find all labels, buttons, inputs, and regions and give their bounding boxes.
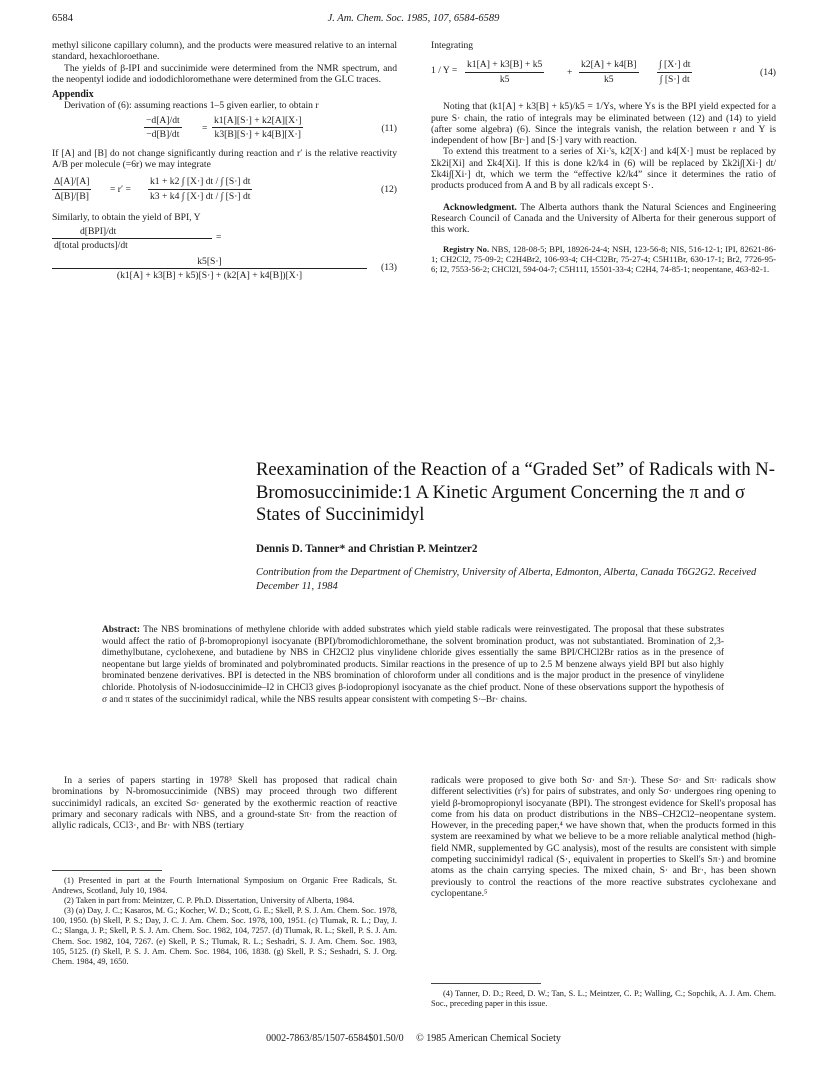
abstract-label: Abstract: [102, 625, 141, 635]
eq14-term3-denominator: ∫ [S·] dt [659, 73, 690, 85]
eq13-number: (13) [381, 261, 397, 273]
eq12-middle: = r′ = [110, 184, 131, 196]
after-eq11-text: If [A] and [B] do not change significantly during reaction and r′ is the relative reactivity A/B per molecule (=6r) we may integrate [52, 147, 397, 171]
eq11-rhs-denominator: k3[B][S·] + k4[B][X·] [214, 129, 301, 141]
eq14-lhs: 1 / Y = [431, 65, 458, 77]
eq13-lhs-numerator: d[BPI]/dt [52, 226, 212, 239]
footnote-1: (1) Presented in part at the Fourth International Symposium on Organic Free Radicals, St. Andrews, Scotland, July 10, 1984. [52, 876, 397, 896]
equation-13: d[BPI]/dt d[total products]/dt = $\frac{k5[S\cdot]}{(k1[A] + k3[B] + k5)[S\cdot] + (k2[A] + k4[B])[X\cdot]}$ (13) [54, 225, 397, 281]
eq13-rhs-denominator: (k1[A] + k3[B] + k5)[S·] + (k2[A] + k4[B])[X·] [116, 269, 303, 281]
eq12-rhs-denominator: k3 + k4 ∫ [X·] dt / ∫ [S·] dt [150, 190, 251, 202]
footnote-2: (2) Taken in part from: Meintzer, C. P. Ph.D. Dissertation, University of Alberta, 1984. [64, 896, 355, 906]
footnote-3: (3) (a) Day, J. C.; Kasaros, M. G.; Kocher, W. D.; Scott, G. E.; Skell, P. S. J. Am. Chem. Soc. 1978, 100, 1950. (b) Skell, P. S.; Day, J. C. J. Am. Chem. Soc. 1978, 100, 1951. (c) Tlumak, R. L.; Day, J. C.; Slanga, J. P.; Skell, P. S. J. Am. Chem. Soc. 1982, 104, 7257. (d) Tlumak, R. L.; Skell, P. S. J. Am. Chem. Soc. 1982, 104, 7267. (e) Skell, P. S.; Tlumak, R. L.; Seshadri, S. J. Am. Chem. Soc. 1983, 105, 5125. (f) Skell, P. S. J. Am. Chem. Soc. 1984, 106, 1838. (g) Skell, P. S.; Seshadri, S. J. Org. Chem. 1984, 49, 1650. [52, 906, 397, 966]
article-contribution: Contribution from the Department of Chemistry, University of Alberta, Edmonton, Alberta, Canada T6G2G2. Received December 11, 1984 [256, 567, 757, 592]
acknowledgment-text: The Alberta authors thank the Natural Sciences and Engineering Research Council of Canada and the University of Alberta for their generous support of this work. [431, 201, 777, 236]
eq13-lhs-denominator: d[total products]/dt [54, 239, 128, 251]
acknowledgment-label: Acknowledgment. [443, 201, 517, 213]
footnote-rule-left [52, 870, 162, 871]
eq11-lhs-numerator: −d[A]/dt [144, 115, 182, 128]
after-eq12-text: Similarly, to obtain the yield of BPI, Y [52, 212, 201, 224]
abstract-text: The NBS brominations of methylene chloride with added substrates which yield stable radicals were reinvestigated. The proposal that these substrates would affect the ratio of β-bromopropionyl isocyanate (BPI)/bromodichloromethane, the solvent bromination product, was not substantiated. Bromination of 2,3-dimethylbutane, cyclohexene, and butadiene by NBS in CH2Cl2 plus vinylidene chloride gives essentially the same BPI/CHCl2Br ratios as in the presence of neopentane but large yields of brominated and polybrominated products. Similar reactions in the presence of up to 2.5 M benzene always yield BPI but also highly brominated benzene derivatives. BPI is detected in the NBS bromination of chloroform under all conditions and is the major product in the presence of vinylidene chloride. Photolysis of N-iodosuccinimide–I2 in CHCl3 gives β-iodopropionyl isocyanate as the chief product. None of these observations support the hypothesis of σ and π states of the succinimidyl radical, while the NBS results appear consistent with competing S·–Br· chains. [102, 625, 724, 705]
eq12-lhs-numerator: Δ[A]/[A] [52, 176, 91, 189]
acknowledgment-paragraph [431, 202, 776, 236]
eq14-term1-numerator: k1[A] + k3[B] + k5 [465, 59, 544, 72]
footer-code: 0002-7863/85/1507-6584$01.50/0 [266, 1033, 404, 1044]
noting-paragraph: Noting that (k1[A] + k3[B] + k5)/k5 = 1/Ys, where Ys is the BPI yield expected for a pure S· chain, the ratio of integrals may be eliminated between (12) and (14) to yield (after some algebra) (6). Since the integrals vanish, the relation between r and Y is independent of how [Br·] and [S·] vary with reaction. [431, 101, 776, 147]
eq14-number: (14) [760, 67, 776, 79]
methods-paragraph: methyl silicone capillary column), and the products were measured relative to an internal standard, hexachloroethane. [52, 40, 397, 63]
integrating-label: Integrating [431, 40, 474, 51]
page-number: 6584 [52, 13, 73, 24]
eq14-term3-numerator: ∫ [X·] dt [657, 59, 692, 72]
footnotes-right [431, 989, 776, 1009]
eq11-lhs-denominator: −d[B]/dt [146, 129, 180, 141]
left-column-top [52, 40, 397, 284]
article-title: Reexamination of the Reaction of a “Graded Set” of Radicals with N-Bromosuccinimide:1 A Kinetic Argument Concerning the π and σ States of Succinimidyl [256, 459, 775, 526]
journal-citation: J. Am. Chem. Soc. 1985, 107, 6584-6589 [327, 13, 500, 24]
footnote-rule-right [431, 983, 541, 984]
eq12-rhs-numerator: k1 + k2 ∫ [X·] dt / ∫ [S·] dt [148, 176, 252, 189]
eq12-lhs-denominator: Δ[B]/[B] [54, 190, 89, 202]
page-footer [0, 1033, 827, 1044]
body-left-paragraph: In a series of papers starting in 1978³ Skell has proposed that radical chain brominations by N-bromosuccinimide (NBS) may proceed through two different succinimidyl radicals, an excited Sσ· generated by the exothermic reaction of reactive primary and seconary radicals with NBS, and a ground-state Sπ· from the reaction of allylic radicals, CCl3·, and Br· with NBS (tertiary [52, 775, 397, 832]
appendix-intro: Derivation of (6): assuming reactions 1–5 given earlier, to obtain r [64, 100, 319, 112]
eq11-number: (11) [381, 122, 397, 134]
article-authors: Dennis D. Tanner* and Christian P. Meintzer2 [256, 543, 478, 555]
right-column-top [431, 40, 776, 275]
registry-text: NBS, 128-08-5; BPI, 18926-24-4; NSH, 123-56-8; NIS, 516-12-1; IPI, 82621-86-1; CH2Cl2, 75-09-2; C2H4Br2, 106-93-4; CH-Cl2Br, 75-27-4; C5H11Br, 630-17-1; Br2, 7726-95-6; I2, 7553-56-2; CHCl2I, 594-04-7; C5H11I, 15501-33-4; C2H4, 74-85-1; neopentane, 463-82-1. [431, 243, 776, 275]
eq14-term2-numerator: k2[A] + k4[B] [579, 59, 639, 72]
footer-copyright: © 1985 American Chemical Society [416, 1033, 561, 1044]
footnote-4: (4) Tanner, D. D.; Reed, D. W.; Tan, S. L.; Meintzer, C. P.; Walling, C.; Sopchik, A. J. Am. Chem. Soc., preceding paper in this issue. [431, 989, 776, 1009]
eq12-number: (12) [381, 184, 397, 196]
eq14-term1-denominator: k5 [499, 73, 510, 85]
body-right-paragraph: radicals were proposed to give both Sσ· and Sπ·). These Sσ· and Sπ· radicals show different selectivities (r's) for pairs of substrates, and only Sσ· undergoes ring opening to yield β-bromopropionyl isocyanate (BPI). The strongest evidence for Skell's proposal has come from his data on product distributions in the NBS–CH2Cl2–neopentane system. However, in the preceding paper,⁴ we have shown that, when the products formed in this system are reexamined by what we believe to be a more reliable analytical method (high-field NMR, supplemented by GC analysis), most of the results are consistent with simple competing succinimidyl radical (S·, equivalent in properties to Skell's Sπ·) and bromine atoms as the chain carrying species. The mixed chain, S· and Br·, has been shown previously to control the reactions of the more reactive substrates cyclohexane and cyclopentane.⁵ [431, 775, 776, 899]
extend-paragraph: To extend this treatment to a series of Xi·'s, k2[X·] and k4[X·] must be replaced by Σk2i[Xi] and Σk4[Xi]. If this is done k2/k4 in (6) will be replaced by Σk2i∫[Xi·] dt/Σk4i∫[Xi·] dt, which we term the “effective k2/k4” since it determines the ratio of products produced from A and B by all radicals except S·. [431, 146, 776, 192]
registry-paragraph [431, 244, 776, 275]
abstract [102, 625, 724, 706]
eq13-rhs-numerator: k5[S·] [52, 256, 367, 269]
eq14-term2-denominator: k5 [603, 73, 614, 85]
registry-label: Registry No. [443, 243, 490, 254]
equation-14: 1 / Y = $\frac{k1[A] + k3[B] + k5}{k5}$ + $\frac{k2[A] + k4[B]}{k5}$ $\frac{\int [X\cdot] dt}{\int [S\cdot] dt}$ (14) [431, 59, 776, 85]
appendix-heading: Appendix [52, 89, 94, 101]
yields-paragraph: The yields of β-IPI and succinimide were determined from the NMR spectrum, and the neopentyl iodide and iododichloromethane were determined from the GLC traces. [52, 62, 397, 85]
eq11-rhs-numerator: k1[A][S·] + k2[A][X·] [212, 115, 303, 128]
equation-11: $\frac{-d[A]/dt}{-d[B]/dt}$ = $\frac{k1[A][S\cdot] + k2[A][X\cdot]}{k3[B][S\cdot] + k4[B][X\cdot]}$ (11) [146, 114, 397, 141]
footnotes-left [52, 876, 397, 967]
equation-12 [52, 174, 397, 208]
